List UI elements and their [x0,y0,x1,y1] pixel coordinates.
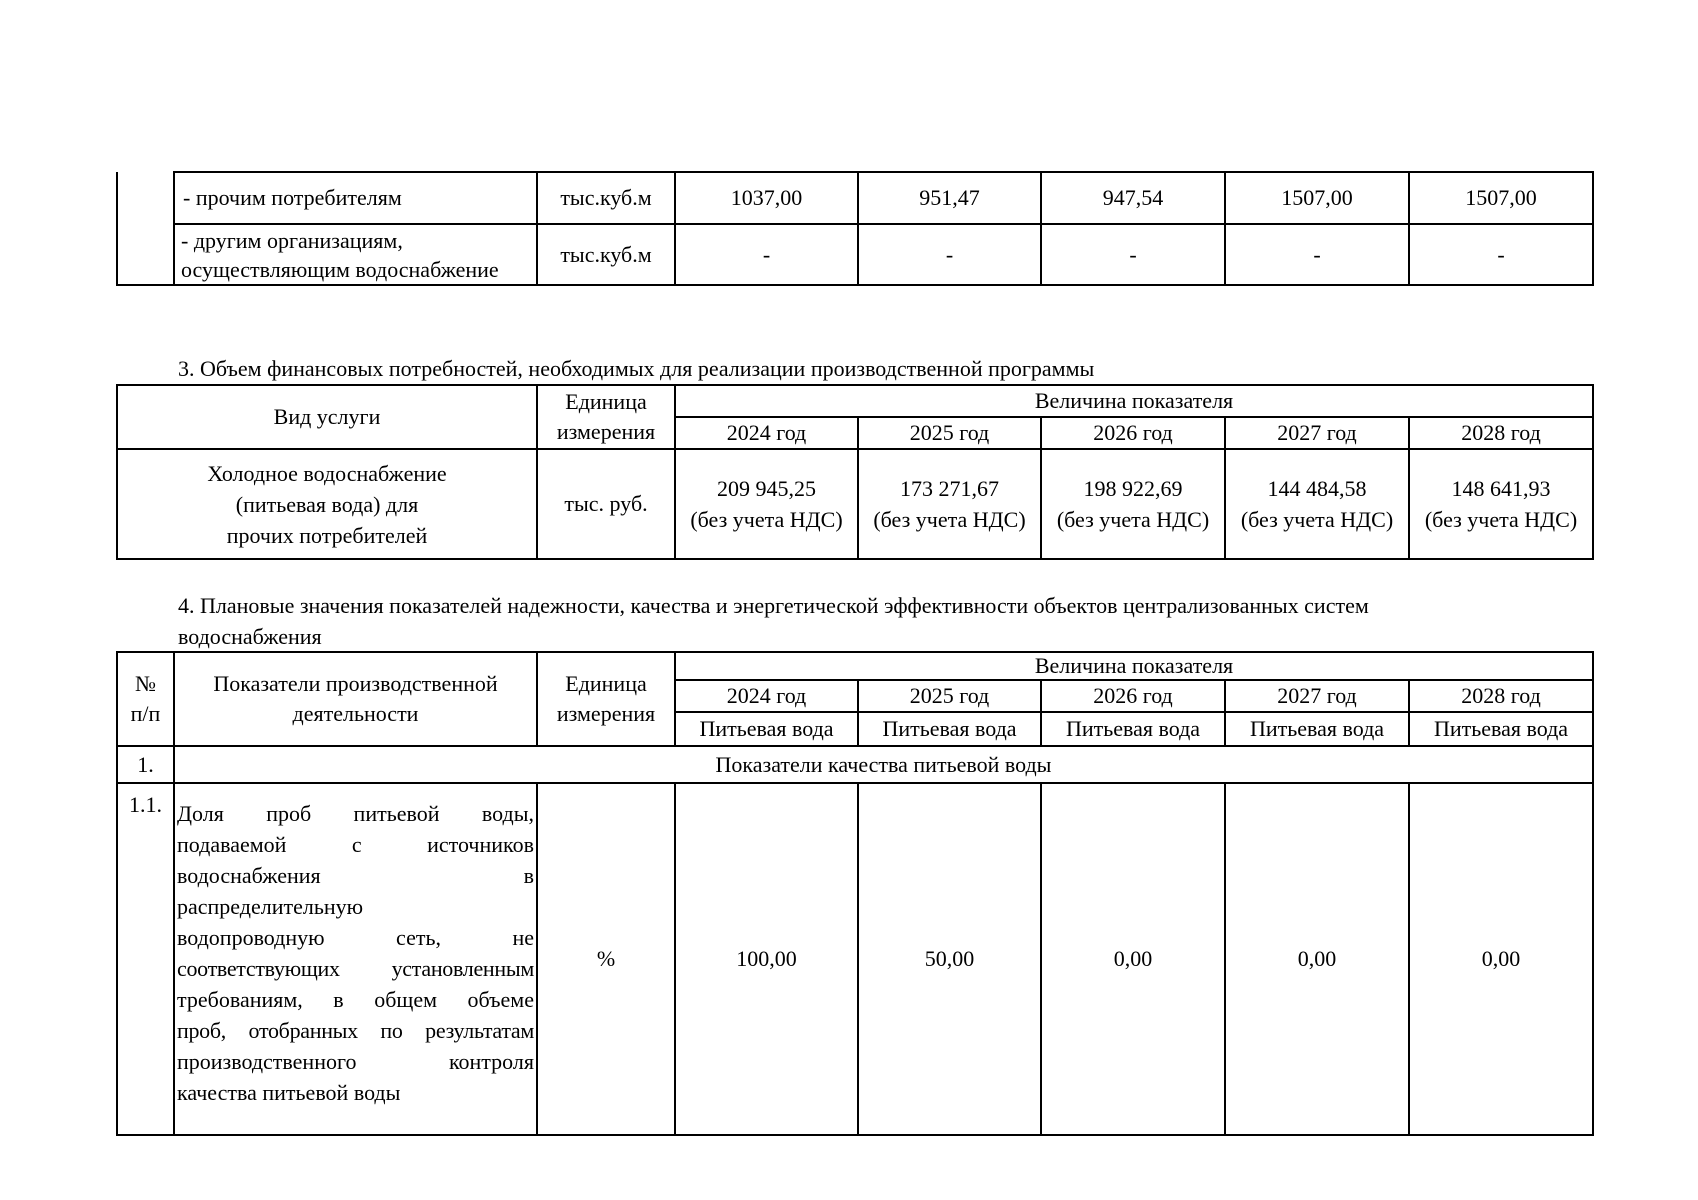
col-num-line: п/п [130,701,161,726]
col-indicator-line: деятельности [292,701,419,726]
row-label-line: - другим организациям, [181,227,403,253]
col-unit-line: Единица [565,389,647,414]
value-cell: 951,47 [858,172,1041,224]
amount: 173 271,67 [900,476,999,501]
value-cell: 1507,00 [1225,172,1409,224]
amount: 148 641,93 [1451,476,1551,501]
value-cell: 100,00 [675,783,858,1135]
value-cell: - [1041,224,1225,285]
value-cell [675,449,858,559]
col-service-header: Вид услуги [117,385,537,449]
unit-cell: тыс.куб.м [537,224,675,285]
value-cell: - [675,224,858,285]
year-header: 2024 год [675,417,858,449]
value-cell: 1507,00 [1409,172,1593,224]
col-indicator-line: Показатели производственной [213,671,498,696]
value-cell: 1037,00 [675,172,858,224]
table-row [117,783,1593,1135]
header-row [117,652,1593,680]
value-cell: - [1409,224,1593,285]
water-type-header: Питьевая вода [1225,712,1409,746]
vat-note: (без учета НДС) [873,507,1026,532]
amount: 209 945,25 [717,476,816,501]
col-unit-line: Единица [565,671,647,696]
item-line: требованиям, в общем объеме [177,987,534,1012]
item-line: производственного контроля [177,1049,534,1074]
vat-note: (без учета НДС) [690,507,843,532]
value-cell: 50,00 [858,783,1041,1135]
item-line: проб, отобранных по результатам [177,1018,534,1043]
group-title: Показатели качества питьевой воды [174,746,1593,783]
year-header: 2027 год [1225,417,1409,449]
unit-cell: % [537,783,675,1135]
table-row [117,449,1593,559]
year-header: 2026 год [1041,417,1225,449]
section3-title: 3. Объем финансовых потребностей, необходимых для реализации производственной программы [178,356,1095,381]
value-cell [1409,449,1593,559]
value-cell [858,449,1041,559]
water-type-header: Питьевая вода [1041,712,1225,746]
value-cell [1041,449,1225,559]
item-num: 1.1. [117,783,174,1135]
col-unit-line: измерения [556,701,656,726]
row-label [174,224,537,285]
water-type-header: Питьевая вода [1409,712,1593,746]
group-num: 1. [117,746,174,783]
item-description [174,783,537,1135]
empty-num-cell [117,172,174,224]
year-header: 2026 год [1041,680,1225,712]
year-header: 2025 год [858,417,1041,449]
year-header: 2028 год [1409,680,1593,712]
col-unit-header [537,652,675,746]
col-value-header: Величина показателя [675,652,1593,680]
col-value-header: Величина показателя [675,385,1593,417]
value-cell [1225,449,1409,559]
value-cell: 0,00 [1225,783,1409,1135]
item-line: водоснабжения в [177,863,534,888]
item-line: качества питьевой воды [177,1080,401,1105]
year-header: 2028 год [1409,417,1593,449]
year-header: 2027 год [1225,680,1409,712]
item-line: водопроводную сеть, не [177,925,534,950]
service-line: (питьевая вода) для [235,491,419,517]
col-unit-line: измерения [556,419,656,444]
amount: 198 922,69 [1083,476,1183,501]
service-line: прочих потребителей [226,522,428,548]
col-num-line: № [135,671,156,696]
consumption-table [116,171,1594,286]
item-line: распределительную [177,894,364,919]
table-row [117,172,1593,224]
value-cell: - [858,224,1041,285]
indicators-table [116,651,1594,1136]
year-header: 2024 год [675,680,858,712]
group-row [117,746,1593,783]
finance-table [116,384,1594,560]
row-label-line: осуществляющим водоснабжение [181,256,499,282]
section4-title [178,590,1369,652]
header-row [117,385,1593,417]
section4-title-line: 4. Плановые значения показателей надежности, качества и энергетической эффективности объектов централизованных систем [178,593,1369,618]
water-type-header: Питьевая вода [675,712,858,746]
item-line: подаваемой с источников [177,832,534,857]
value-cell: 947,54 [1041,172,1225,224]
unit-cell: тыс. руб. [537,449,675,559]
value-cell: 0,00 [1409,783,1593,1135]
empty-num-cell [117,224,174,285]
col-unit-header [537,385,675,449]
table-row [117,224,1593,285]
col-indicator-header [174,652,537,746]
service-line: Холодное водоснабжение [207,460,447,486]
service-cell [117,449,537,559]
item-line: Доля проб питьевой воды, [177,801,534,826]
value-cell: - [1225,224,1409,285]
unit-cell: тыс.куб.м [537,172,675,224]
amount: 144 484,58 [1267,476,1367,501]
vat-note: (без учета НДС) [1424,507,1578,532]
year-header: 2025 год [858,680,1041,712]
vat-note: (без учета НДС) [1056,507,1210,532]
row-label: - прочим потребителям [174,172,537,224]
water-type-header: Питьевая вода [858,712,1041,746]
col-num-header [117,652,174,746]
value-cell: 0,00 [1041,783,1225,1135]
section4-title-line: водоснабжения [178,624,322,649]
item-line: соответствующих установленным [177,956,534,981]
vat-note: (без учета НДС) [1240,507,1394,532]
